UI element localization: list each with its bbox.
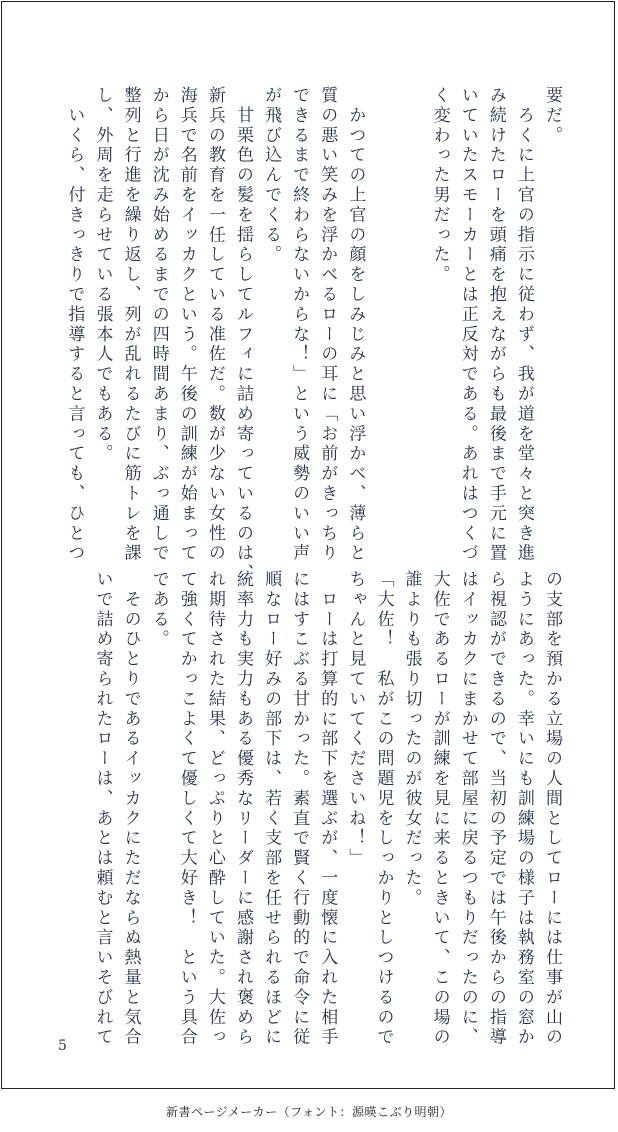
text-line: 新兵の教育を一任している准佐だ。数が少ない女性の bbox=[204, 86, 225, 564]
text-line: ろくに上官の指示に従わず、我が道を堂々と突き進 bbox=[513, 86, 534, 564]
text-line: く変わった男だった。 bbox=[429, 86, 450, 285]
text-line: かつての上官の顔をしみじみと思い浮かべ、薄らと bbox=[345, 86, 366, 564]
footer-caption: 新書ページメーカー（フォント：源暎こぶり明朝） bbox=[165, 1105, 453, 1119]
text-line: いていたスモーカーとは正反対である。あれはつくづ bbox=[457, 86, 478, 564]
text-line: 整列と行進を繰り返し、列が乱れるたびに筋トレを課 bbox=[120, 86, 141, 564]
text-line: いで詰め寄られたローは、あとは頼むと言いそびれて bbox=[92, 570, 113, 1048]
text-line: 海兵で名前をイッカクという。午後の訓練が始まって bbox=[176, 86, 197, 564]
lower-text-column bbox=[88, 570, 566, 1048]
text-line: にはすこぶる甘かった。素直で賢く行動的で命令に従 bbox=[289, 570, 310, 1048]
text-line: 大佐であるローが訓練を見に来るときいて、この場の bbox=[429, 570, 450, 1048]
text-line: 順なロー好みの部下は、若く支部を任せられるほどに bbox=[261, 570, 282, 1048]
text-line: 要だ。 bbox=[542, 86, 562, 146]
upper-text-column bbox=[60, 86, 566, 584]
text-line: 甘栗色の髪を揺らしてルフィに詰め寄っているのは、 bbox=[232, 86, 253, 584]
text-line: し、外周を走らせている張本人でもある。 bbox=[92, 86, 113, 465]
text-line: である。 bbox=[148, 570, 169, 650]
text-line: の支部を預かる立場の人間としてローには仕事が山の bbox=[542, 570, 562, 1048]
text-line: み続けたローを頭痛を抱えながらも最後まで手元に置 bbox=[485, 86, 506, 564]
text-line: が飛び込んでくる。 bbox=[261, 86, 282, 266]
text-line: できるまで終わらないからな！」という威勢のいい声 bbox=[289, 86, 310, 564]
text-line: から日が沈み始めるまでの四時間あまり、ぶっ通しで bbox=[148, 86, 169, 564]
text-line: 「大佐！ 私がこの問題児をしっかりとしつけるので bbox=[373, 570, 394, 1048]
text-line: ようにあった。幸いにも訓練場の様子は執務室の窓か bbox=[513, 570, 534, 1048]
text-line: ローは打算的に部下を選ぶが、一度懐に入れた相手 bbox=[317, 570, 338, 1048]
text-line: ちゃんと見ていてくださいね！」 bbox=[345, 570, 366, 869]
text-line: そのひとりであるイッカクにただならぬ熱量と気合 bbox=[120, 570, 141, 1048]
text-line: 誰よりも張り切ったのが彼女だった。 bbox=[401, 570, 422, 909]
text-line: 統率力も実力もある優秀なリーダーに感謝され褒めら bbox=[232, 570, 253, 1048]
text-line: 質の悪い笑みを浮かべるローの耳に「お前がきっちり bbox=[317, 86, 338, 564]
book-page bbox=[1, 1, 615, 1089]
text-line: れ期待された結果、どっぷりと心酔していた。大佐っ bbox=[204, 570, 225, 1048]
page-number: 5 bbox=[58, 1038, 67, 1054]
text-line: ら視認ができるので、当初の予定では午後からの指導 bbox=[485, 570, 506, 1048]
text-line: て強くてかっこよくて優しくて大好き！ という具合 bbox=[176, 570, 197, 1048]
text-line: はイッカクにまかせて部屋に戻るつもりだったのに、 bbox=[457, 570, 478, 1048]
text-line bbox=[369, 86, 397, 526]
text-line: いくら、付きっきりで指導すると言っても、ひとつ bbox=[64, 86, 85, 564]
text-line bbox=[397, 86, 425, 526]
